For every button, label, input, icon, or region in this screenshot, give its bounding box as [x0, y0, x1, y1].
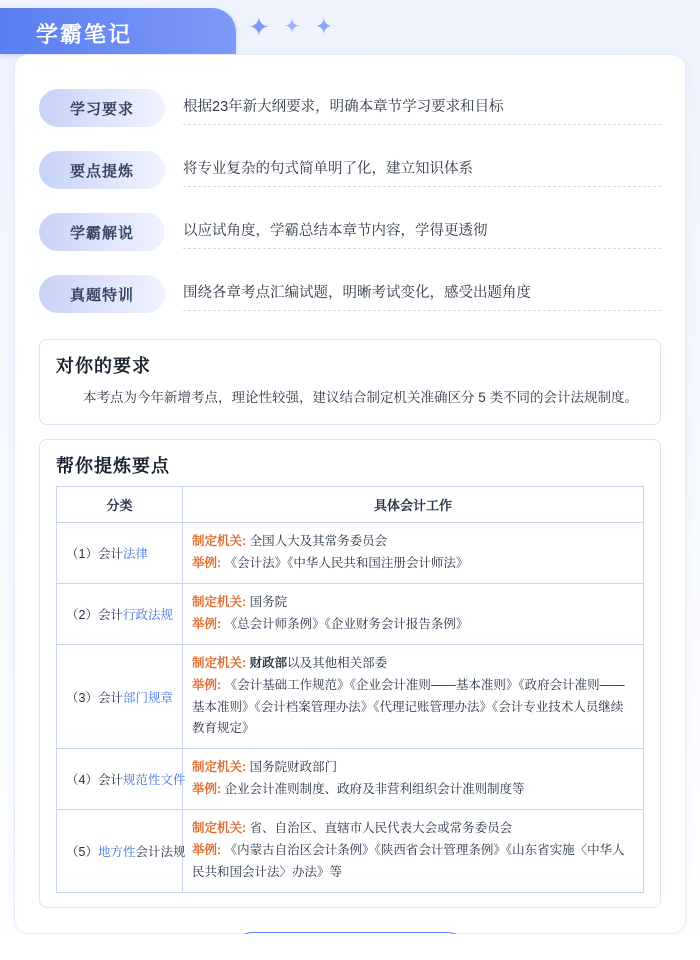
example-line: 举例: 《会计基础工作规范》《企业会计准则——基本准则》《政府会计准则——基本准则》《会计档案管理办法》《代理记账管理办法》《会计专业技术人员继续教育规定》: [192, 677, 625, 736]
table-row: [57, 749, 644, 810]
sparkle-icon: ✦: [283, 16, 301, 38]
page-header: [0, 0, 700, 60]
category-highlight: 行政法规: [122, 607, 173, 622]
example-label: 举例:: [192, 616, 225, 631]
feature-pill-label: 学霸解说: [39, 213, 165, 251]
table-cell-work: [183, 644, 644, 749]
table-header-work: 具体会计工作: [183, 487, 644, 523]
table-row: [57, 644, 644, 749]
table-cell-category: （2）会计行政法规: [57, 584, 183, 645]
table-header-category: 分类: [57, 487, 183, 523]
example-line: 举例: 《内蒙古自治区会计条例》《陕西省会计管理条例》《山东省实施〈中华人民共和国会计法〉办法》等: [192, 842, 625, 879]
org-line: 制定机关: 全国人大及其常务委员会: [192, 534, 388, 549]
table-cell-work: [183, 584, 644, 645]
example-label: 举例:: [192, 677, 225, 692]
example-label: 举例:: [192, 842, 225, 857]
content-card: [14, 54, 686, 934]
requirement-box: [39, 339, 661, 425]
example-label: 举例:: [192, 556, 225, 571]
example-line: 举例: 《总会计师条例》《企业财务会计报告条例》: [192, 616, 469, 631]
table-row: [57, 810, 644, 893]
category-highlight: 地方性: [97, 844, 136, 859]
example-label: 举例:: [192, 782, 225, 797]
feature-row: [39, 201, 661, 263]
org-line: 制定机关: 财政部以及其他相关部委: [192, 655, 388, 670]
table-row: [57, 523, 644, 584]
example-line: 举例: 企业会计准则制度、政府及非营利组织会计准则制度等: [192, 782, 525, 797]
accounting-regulations-table: [56, 486, 644, 892]
category-highlight: 部门规章: [122, 690, 173, 705]
org-label: 制定机关:: [192, 655, 250, 670]
feature-description: 将专业复杂的句式简单明了化，建立知识体系: [183, 153, 661, 187]
table-cell-work: [183, 523, 644, 584]
requirement-body: 本考点为今年新增考点，理论性较强，建议结合制定机关准确区分 5 类不同的会计法规制度。: [83, 390, 639, 405]
table-cell-category: （4）会计规范性文件: [57, 749, 183, 810]
feature-row: [39, 263, 661, 325]
org-label: 制定机关:: [192, 821, 250, 836]
feature-row: [39, 77, 661, 139]
feature-row: [39, 139, 661, 201]
table-cell-work: [183, 810, 644, 893]
points-box: [39, 439, 661, 907]
sparkle-decoration: [248, 14, 333, 40]
org-line: 制定机关: 国务院财政部门: [192, 760, 338, 775]
category-highlight: 规范性文件: [122, 773, 186, 788]
feature-description: 以应试角度，学霸总结本章节内容，学得更透彻: [183, 215, 661, 249]
table-row: [57, 584, 644, 645]
sparkle-icon: ✦: [248, 12, 270, 42]
feature-description: 围绕各章考点汇编试题，明晰考试变化，感受出题角度: [183, 277, 661, 311]
category-highlight: 法律: [122, 547, 148, 562]
feature-pill-label: 要点提炼: [39, 151, 165, 189]
table-cell-category: （1）会计法律: [57, 523, 183, 584]
table-cell-work: [183, 749, 644, 810]
points-title: 帮你提炼要点: [56, 456, 170, 478]
feature-pill-label: 学习要求: [39, 89, 165, 127]
page-bottom-strip: [0, 934, 700, 960]
org-line: 制定机关: 省、自治区、直辖市人民代表大会或常务委员会: [192, 821, 513, 836]
requirement-title: 对你的要求: [56, 356, 151, 377]
table-cell-category: （5）地方性会计法规: [57, 810, 183, 893]
table-cell-category: （3）会计部门规章: [57, 644, 183, 749]
example-line: 举例: 《会计法》《中华人民共和国注册会计师法》: [192, 556, 469, 571]
org-value-bold: 财政部: [249, 655, 288, 670]
sparkle-icon: ✦: [314, 14, 333, 39]
page-title: 学霸笔记: [36, 22, 133, 47]
feature-description: 根据23年新大纲要求，明确本章节学习要求和目标: [183, 91, 661, 125]
table-header-row: [57, 487, 644, 523]
org-label: 制定机关:: [192, 595, 250, 610]
org-line: 制定机关: 国务院: [192, 595, 288, 610]
feature-pill-label: 真题特训: [39, 275, 165, 313]
org-label: 制定机关:: [192, 534, 250, 549]
org-label: 制定机关:: [192, 760, 250, 775]
